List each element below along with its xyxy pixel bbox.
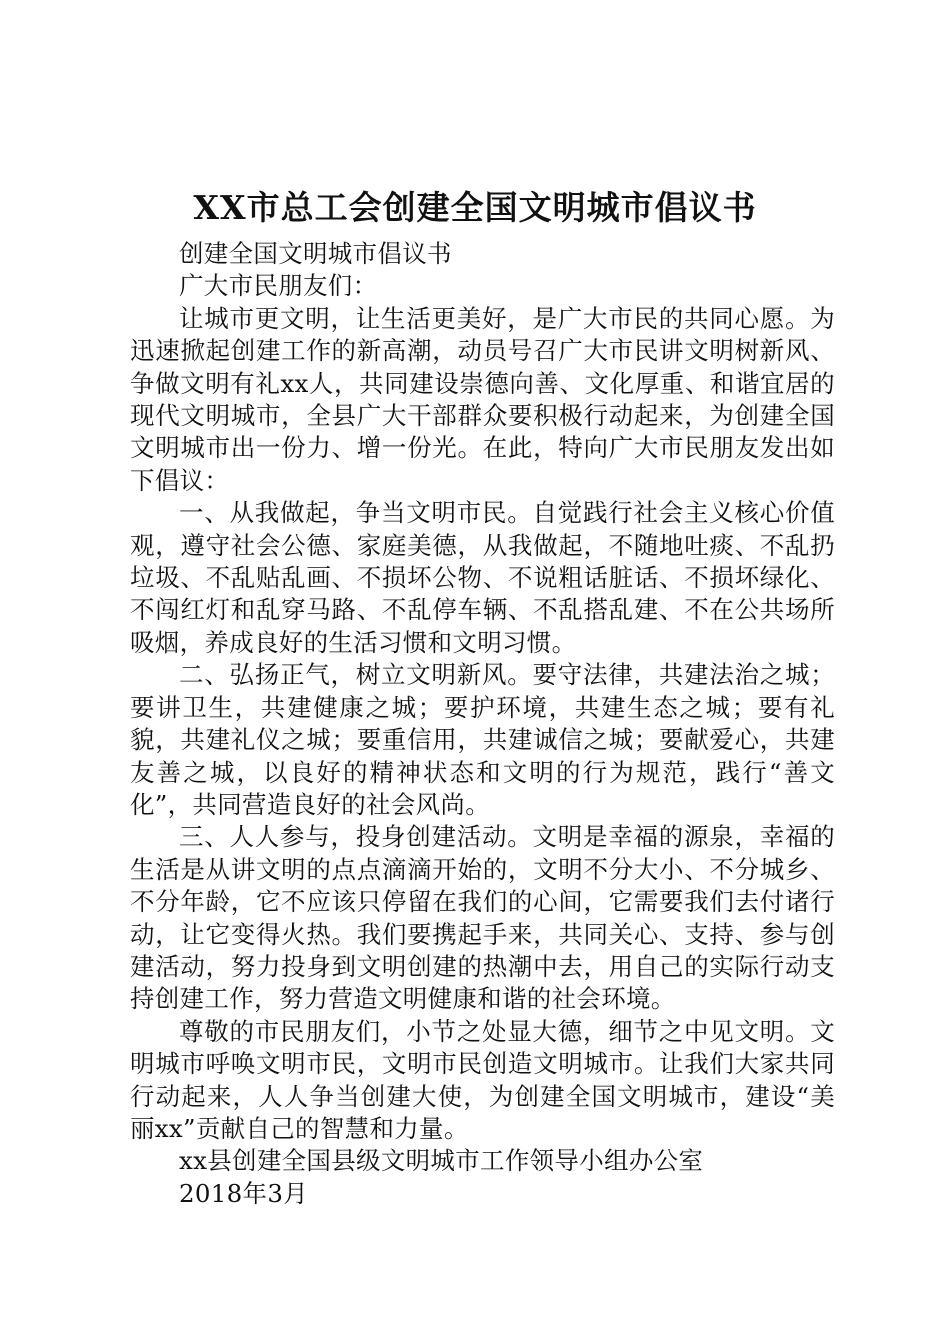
subtitle-paragraph: 创建全国文明城市倡议书 [179, 239, 452, 268]
salutation-paragraph: 广大市民朋友们： [179, 271, 378, 301]
signature-paragraph: xx县创建全国县级文明城市工作领导小组办公室 [179, 1146, 704, 1176]
point-three-paragraph: 三、人人参与，投身创建活动。文明是幸福的源泉，幸福的生活是从讲文明的点点滴滴开始的，文明不分大小、不分城乡、不分年龄，它不应该只停留在我们的心间，它需要我们去付诸行动，让它变得火热。我们要携起手来，共同关心、支持、参与创建活动，努力投身到文明创建的热潮中去，用自己的实际行动支持创建工作，努力营造文明健康和谐的社会环境。 [130, 822, 835, 1014]
point-two-paragraph: 二、弘扬正气，树立文明新风。要守法律，共建法治之城；要讲卫生，共建健康之城；要护环境，共建生态之城；要有礼貌，共建礼仪之城；要重信用，共建诚信之城；要献爱心，共建友善之城，以良好的精神状态和文明的行为规范，践行“善文化”，共同营造良好的社会风尚。 [130, 660, 835, 819]
closing-paragraph: 尊敬的市民朋友们，小节之处显大德，细节之中见文明。文明城市呼唤文明市民，文明市民创造文明城市。让我们大家共同行动起来，人人争当创建大使，为创建全国文明城市，建设“美丽xx”贡献自己的智慧和力量。 [130, 1016, 836, 1143]
intro-paragraph: 让城市更文明，让生活更美好，是广大市民的共同心愿。为迅速掀起创建工作的新高潮，动员号召广大市民讲文明树新风、争做文明有礼xx人，共同建设崇德向善、文化厚重、和谐宜居的现代文明城市，全县广大干部群众要积极行动起来，为创建全国文明城市出一份力、增一份光。在此，特向广大市民朋友发出如下倡议： [130, 303, 835, 495]
point-one-paragraph: 一、从我做起，争当文明市民。自觉践行社会主义核心价值观，遵守社会公德、家庭美德，从我做起，不随地吐痰、不乱扔垃圾、不乱贴乱画、不损坏公物、不说粗话脏话、不损坏绿化、不闯红灯和乱穿马路、不乱停车辆、不乱搭乱建、不在公共场所吸烟，养成良好的生活习惯和文明习惯。 [130, 498, 835, 657]
document-title: XX市总工会创建全国文明城市倡议书 [193, 188, 757, 227]
date-paragraph: 2018年3月 [179, 1178, 309, 1208]
document-body [130, 238, 835, 1210]
